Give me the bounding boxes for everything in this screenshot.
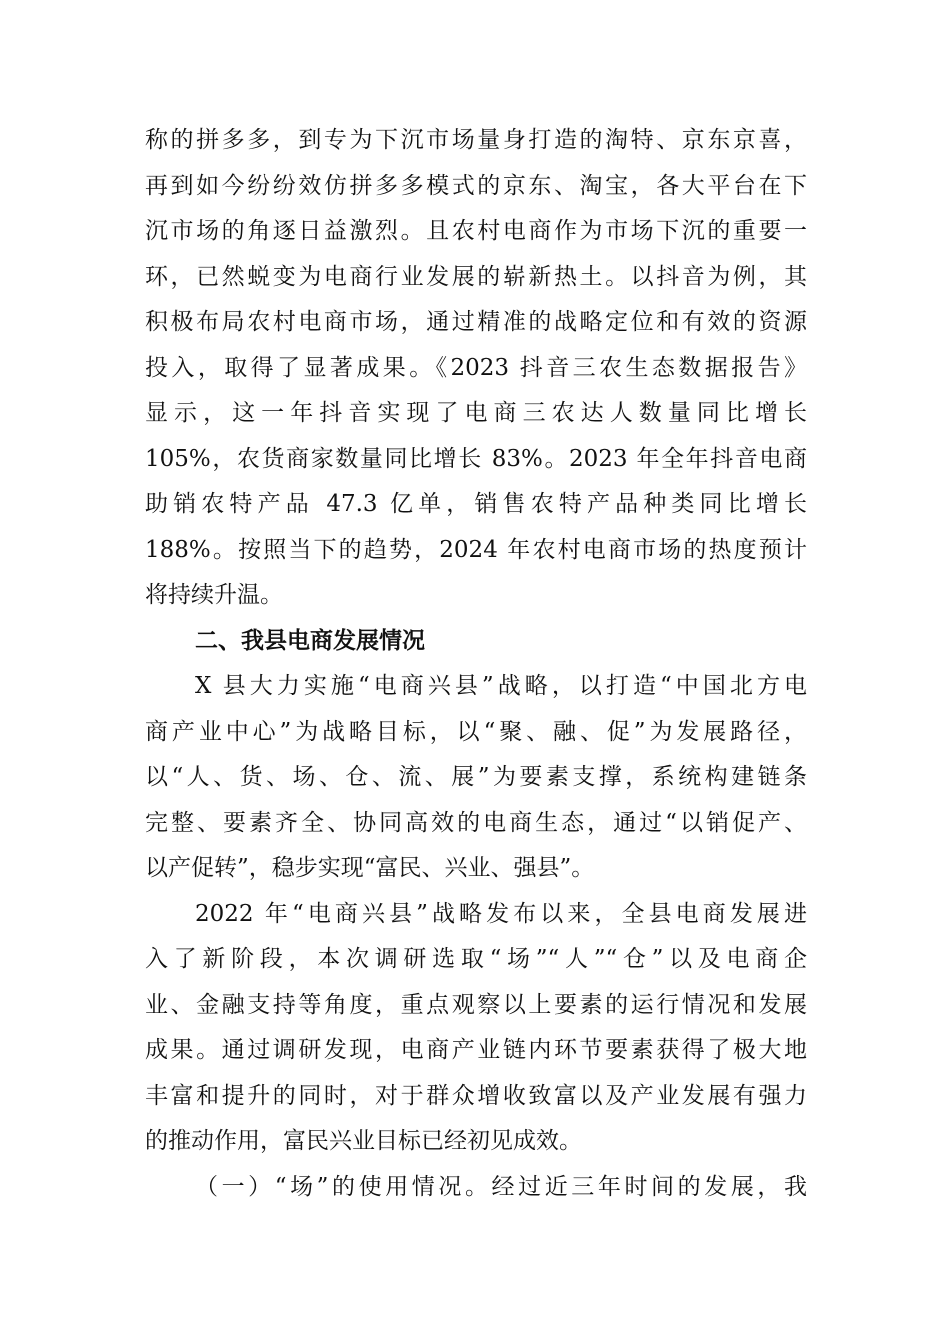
subsection-line: （一）“场”的使用情况。经过近三年时间的发展，我 bbox=[195, 1173, 807, 1200]
text-line: 称的拼多多，到专为下沉市场量身打造的淘特、京东京喜， bbox=[145, 127, 807, 153]
text-line: 将持续升温。 bbox=[145, 582, 283, 608]
text-line: X 县大力实施“电商兴县”战略，以打造“中国北方电 bbox=[195, 673, 807, 699]
text-line: 的推动作用，富民兴业目标已经初见成效。 bbox=[145, 1128, 582, 1154]
text-line: 以产促转”，稳步实现“富民、兴业、强县”。 bbox=[145, 855, 595, 881]
text-line: 入了新阶段，本次调研选取“场”“人”“仓”以及电商企 bbox=[145, 946, 807, 972]
text-line: 商产业中心”为战略目标，以“聚、融、促”为发展路径， bbox=[145, 718, 807, 745]
section-heading: 二、我县电商发展情况 bbox=[195, 627, 425, 654]
text-line: 2022 年“电商兴县”战略发布以来，全县电商发展进 bbox=[195, 900, 807, 927]
text-line: 成果。通过调研发现，电商产业链内环节要素获得了极大地 bbox=[145, 1037, 807, 1063]
text-line: 业、金融支持等角度，重点观察以上要素的运行情况和发展 bbox=[145, 991, 807, 1018]
text-line: 环，已然蜕变为电商行业发展的崭新热土。以抖音为例，其 bbox=[145, 263, 807, 290]
text-line: 105%，农货商家数量同比增长 83%。2023 年全年抖音电商 bbox=[145, 445, 807, 472]
text-line: 完整、要素齐全、协同高效的电商生态，通过“以销促产、 bbox=[145, 809, 807, 836]
text-line: 再到如今纷纷效仿拼多多模式的京东、淘宝，各大平台在下 bbox=[145, 172, 807, 199]
text-line: 投入，取得了显著成果。《2023 抖音三农生态数据报告》 bbox=[145, 354, 807, 381]
text-line: 丰富和提升的同时，对于群众增收致富以及产业发展有强力 bbox=[145, 1082, 807, 1109]
text-line: 以“人、货、场、仓、流、展”为要素支撑，系统构建链条 bbox=[145, 764, 807, 790]
text-line: 积极布局农村电商市场，通过精准的战略定位和有效的资源 bbox=[145, 309, 807, 335]
text-line: 显示，这一年抖音实现了电商三农达人数量同比增长 bbox=[145, 400, 807, 426]
text-line: 助销农特产品 47.3 亿单，销售农特产品种类同比增长 bbox=[145, 491, 807, 517]
text-line: 沉市场的角逐日益激烈。且农村电商作为市场下沉的重要一 bbox=[145, 218, 807, 244]
document-body bbox=[145, 118, 807, 1210]
text-line: 188%。按照当下的趋势，2024 年农村电商市场的热度预计 bbox=[145, 536, 807, 563]
